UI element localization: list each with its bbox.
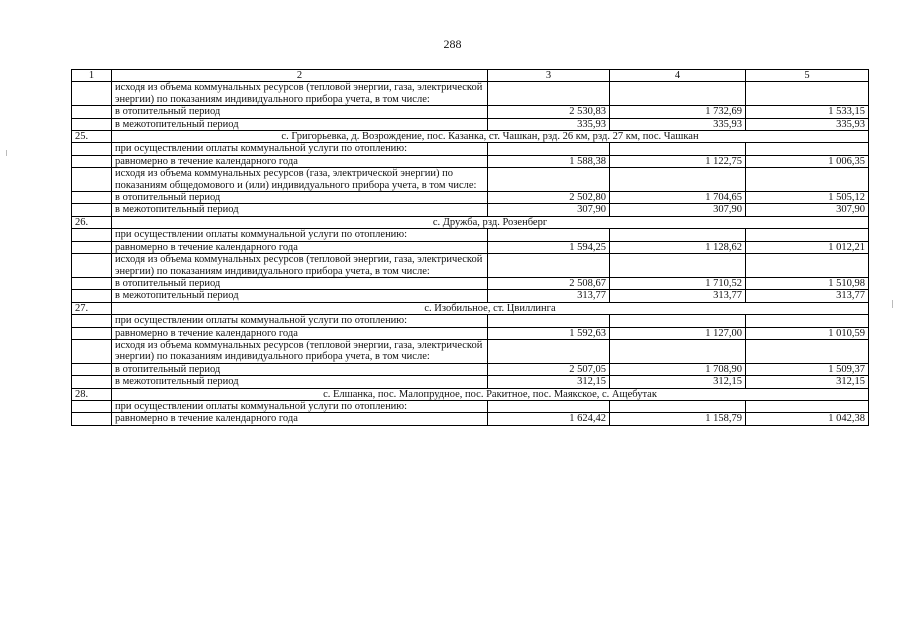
value-col5 [746, 339, 869, 363]
scan-mark-left [6, 150, 7, 156]
value-col5: 1 510,98 [746, 277, 869, 289]
row-index-cell [72, 254, 112, 278]
table-row [72, 168, 869, 192]
row-description: исходя из объема коммунальных ресурсов (тепловой энергии, газа, электрической энергии) по показаниям индивидуального прибора учета, в том числе: [112, 82, 488, 106]
row-description: при осуществлении оплаты коммунальной услуги по отоплению: [112, 143, 488, 155]
row-description: в межотопительный период [112, 376, 488, 388]
row-description: в отопительный период [112, 106, 488, 118]
value-col5: 1 505,12 [746, 192, 869, 204]
row-description: исходя из объема коммунальных ресурсов (газа, электрической энергии) по показаниям общедомового и (или) индивидуального прибора учета, в том числе: [112, 168, 488, 192]
value-col4 [610, 400, 746, 412]
row-description: равномерно в течение календарного года [112, 413, 488, 425]
row-description: в межотопительный период [112, 118, 488, 130]
table-row [72, 204, 869, 216]
value-col4: 313,77 [610, 290, 746, 302]
column-number-row [72, 70, 869, 82]
value-col4: 1 127,00 [610, 327, 746, 339]
row-index-cell [72, 143, 112, 155]
value-col5: 313,77 [746, 290, 869, 302]
tariff-table [71, 69, 869, 426]
table-row [72, 254, 869, 278]
value-col5: 335,93 [746, 118, 869, 130]
row-description: равномерно в течение календарного года [112, 327, 488, 339]
value-col3 [488, 339, 610, 363]
section-title: с. Изобильное, ст. Цвиллинга [112, 302, 869, 314]
row-description: в межотопительный период [112, 290, 488, 302]
value-col3 [488, 143, 610, 155]
value-col3: 2 530,83 [488, 106, 610, 118]
table-row [72, 400, 869, 412]
row-index-cell [72, 204, 112, 216]
value-col3 [488, 315, 610, 327]
value-col3: 313,77 [488, 290, 610, 302]
value-col5: 1 010,59 [746, 327, 869, 339]
value-col3: 1 592,63 [488, 327, 610, 339]
section-number: 26. [72, 216, 112, 228]
value-col3: 1 624,42 [488, 413, 610, 425]
row-description: равномерно в течение календарного года [112, 241, 488, 253]
row-description: при осуществлении оплаты коммунальной услуги по отоплению: [112, 229, 488, 241]
value-col5 [746, 254, 869, 278]
row-index-cell [72, 400, 112, 412]
value-col4: 1 122,75 [610, 155, 746, 167]
row-index-cell [72, 192, 112, 204]
value-col4: 1 732,69 [610, 106, 746, 118]
value-col5 [746, 143, 869, 155]
row-index-cell [72, 413, 112, 425]
row-index-cell [72, 106, 112, 118]
value-col4 [610, 315, 746, 327]
tariff-table-body [72, 70, 869, 426]
value-col3: 2 507,05 [488, 363, 610, 375]
value-col4: 1 704,65 [610, 192, 746, 204]
value-col4: 335,93 [610, 118, 746, 130]
row-description: в межотопительный период [112, 204, 488, 216]
table-row [72, 339, 869, 363]
row-index-cell [72, 339, 112, 363]
value-col5: 307,90 [746, 204, 869, 216]
row-description: в отопительный период [112, 192, 488, 204]
table-row [72, 277, 869, 289]
row-index-cell [72, 327, 112, 339]
value-col4 [610, 254, 746, 278]
table-row [72, 290, 869, 302]
page-number: 288 [443, 37, 462, 51]
value-col5: 312,15 [746, 376, 869, 388]
value-col5: 1 006,35 [746, 155, 869, 167]
value-col4 [610, 143, 746, 155]
value-col4: 1 708,90 [610, 363, 746, 375]
scan-mark-right [892, 300, 893, 308]
table-row [72, 327, 869, 339]
row-index-cell [72, 315, 112, 327]
column-number-4: 4 [610, 70, 746, 82]
row-index-cell [72, 82, 112, 106]
column-number-2: 2 [112, 70, 488, 82]
row-description: исходя из объема коммунальных ресурсов (тепловой энергии, газа, электрической энергии) по показаниям индивидуального прибора учета, в том числе: [112, 339, 488, 363]
value-col5 [746, 315, 869, 327]
value-col3 [488, 400, 610, 412]
value-col4 [610, 229, 746, 241]
value-col3 [488, 82, 610, 106]
value-col5 [746, 168, 869, 192]
value-col3: 2 508,67 [488, 277, 610, 289]
value-col3: 1 588,38 [488, 155, 610, 167]
column-number-3: 3 [488, 70, 610, 82]
table-row [72, 192, 869, 204]
value-col3: 2 502,80 [488, 192, 610, 204]
table-row [72, 106, 869, 118]
value-col4: 307,90 [610, 204, 746, 216]
table-row [72, 241, 869, 253]
value-col4 [610, 339, 746, 363]
value-col4: 312,15 [610, 376, 746, 388]
table-row [72, 315, 869, 327]
section-number: 28. [72, 388, 112, 400]
row-index-cell [72, 168, 112, 192]
section-title: с. Дружба, рзд. Розенберг [112, 216, 869, 228]
row-description: при осуществлении оплаты коммунальной услуги по отоплению: [112, 400, 488, 412]
value-col3: 1 594,25 [488, 241, 610, 253]
section-header-row [72, 388, 869, 400]
section-header-row [72, 131, 869, 143]
table-row [72, 363, 869, 375]
row-index-cell [72, 290, 112, 302]
value-col3: 307,90 [488, 204, 610, 216]
column-number-5: 5 [746, 70, 869, 82]
section-title: с. Елшанка, пос. Малопрудное, пос. Ракитное, пос. Маякское, с. Ащебутак [112, 388, 869, 400]
table-row [72, 229, 869, 241]
row-index-cell [72, 229, 112, 241]
value-col3: 335,93 [488, 118, 610, 130]
table-row [72, 155, 869, 167]
table-row [72, 376, 869, 388]
value-col5 [746, 82, 869, 106]
column-number-1: 1 [72, 70, 112, 82]
section-number: 25. [72, 131, 112, 143]
table-row [72, 413, 869, 425]
value-col5 [746, 229, 869, 241]
row-description: равномерно в течение календарного года [112, 155, 488, 167]
section-number: 27. [72, 302, 112, 314]
row-index-cell [72, 277, 112, 289]
value-col5: 1 012,21 [746, 241, 869, 253]
table-row [72, 118, 869, 130]
value-col4: 1 158,79 [610, 413, 746, 425]
row-index-cell [72, 363, 112, 375]
value-col5: 1 509,37 [746, 363, 869, 375]
value-col5: 1 533,15 [746, 106, 869, 118]
row-description: исходя из объема коммунальных ресурсов (тепловой энергии, газа, электрической энергии) по показаниям индивидуального прибора учета, в том числе: [112, 254, 488, 278]
value-col3 [488, 168, 610, 192]
section-header-row [72, 216, 869, 228]
value-col4: 1 128,62 [610, 241, 746, 253]
section-title: с. Григорьевка, д. Возрождение, пос. Казанка, ст. Чашкан, рзд. 26 км, рзд. 27 км, пос. Чашкан [112, 131, 869, 143]
value-col3 [488, 229, 610, 241]
row-description: при осуществлении оплаты коммунальной услуги по отоплению: [112, 315, 488, 327]
value-col4: 1 710,52 [610, 277, 746, 289]
value-col5 [746, 400, 869, 412]
row-index-cell [72, 241, 112, 253]
row-description: в отопительный период [112, 277, 488, 289]
value-col4 [610, 82, 746, 106]
row-index-cell [72, 155, 112, 167]
value-col4 [610, 168, 746, 192]
value-col5: 1 042,38 [746, 413, 869, 425]
value-col3 [488, 254, 610, 278]
table-row [72, 143, 869, 155]
row-description: в отопительный период [112, 363, 488, 375]
section-header-row [72, 302, 869, 314]
value-col3: 312,15 [488, 376, 610, 388]
row-index-cell [72, 118, 112, 130]
row-index-cell [72, 376, 112, 388]
table-row [72, 82, 869, 106]
